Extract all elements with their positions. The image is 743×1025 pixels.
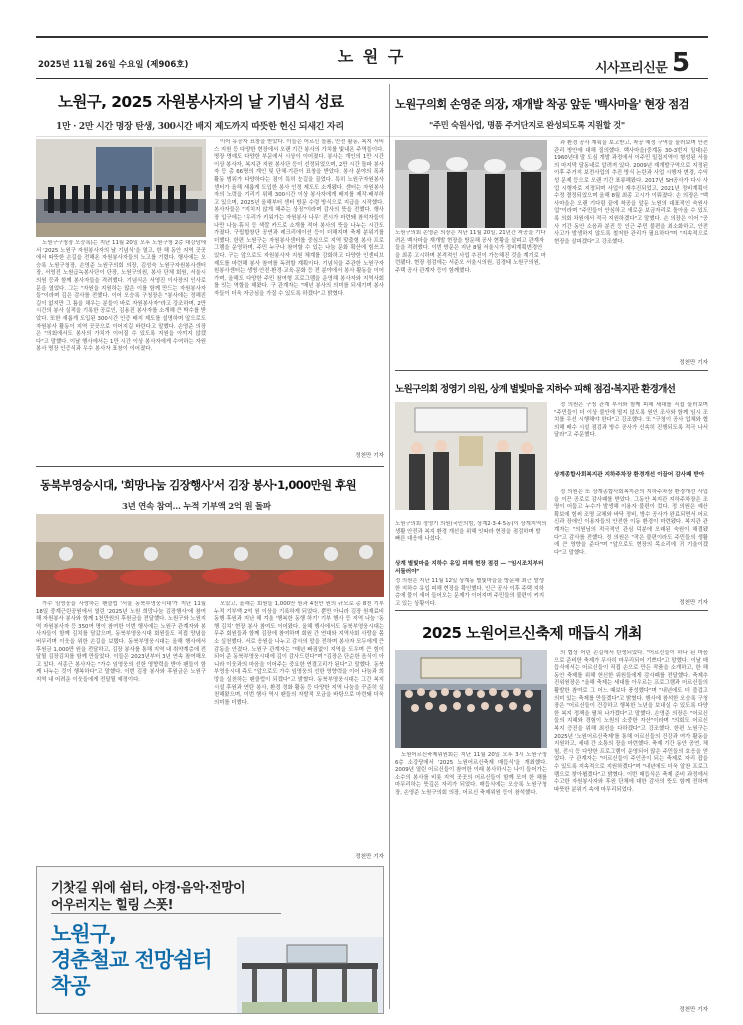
articleb1-caption: 노원구의회 손영준 의장은 지난 11월 20일, 21년간 착공을 기다려온 백사마을 재개발 현장을 방문해 공사 현황을 살피고 관계자들을 격려했다. 이번 방문은 지난 8월 서울시가 정비계획변경안을 최종 고시하며 본격적인 사업 추진이 가능해진 것을 계기로 마련됐다. 현장 점검에는 서준오 서울시의원, 김경태 노원구의원, 주택 공사 관계자 등이 함께했다. — [395, 230, 546, 274]
articleb2-caption: 노원구의회 정영기 의원(국민의힘, 상계2·3·4·5동)이 상계지역의 생활 안전과 복지 환경 개선을 위해 잇따라 현장을 점검하며 발 빠른 대응에 나섰다. — [395, 521, 547, 543]
article1-body-col1 — [36, 240, 206, 458]
articleb2-subhead1: 상계 별빛마을 지하수 유입 피해 현장 점검 — "임시조치부터 서둘러야" — [395, 561, 544, 575]
articleb1-photo — [395, 140, 547, 228]
articleb1-body-text: 과 환경 공사 계획을 보고받고, 착공 예정 구역을 둘러보며 안전 관리 방안에 대해 질의했다. 백사마을(중계동 30-3번지 일대)은 1960년대 말 도심 개발 과정에서 이주민 밀집지역이 형성된 서울의 마지막 달동네로 알려져 있다. 2009년 재개발구역으로 지정된 이후 주거지 보전사업의 추진 방식 논란과 사업 시행자 변경, 수익성 문제 등으로 오랜 기간 표류해왔다. 2017년 SH공사가 다시 사업 시행자로 지정되며 사업이 재추진되었고, 2021년 정비계획이 수정 결정되었으며 올해 8월 최종 고시가 이뤄졌다. 손 의장은 "백사마을은 오랜 기다림 끝에 착공을 앞둔 노원의 대표적인 숙원사업"이라며 "주민들이 안심하고 새로운 보금자리로 돌아올 수 있도록 의회 차원에서 적극 지원하겠다"고 말했다. 손 의장은 이어 "공사 기간 동안 소음과 분진 등 인근 주민 불편을 최소화하고, 안전사고가 발생하지 않도록 철저한 관리가 필요하다"며 "지속적으로 현장을 살피겠다"고 강조했다. — [554, 140, 708, 245]
articleb3-body-text: 의 협상 어린 손길에서 탄생되었다. "어르신들이 하나 된 마음으로 준비한 축제가 무사히 마무리되어 기쁘다"고 말했다. 이날 매듭식에서는 어르신들이 직접 손으로 만든 작품을 소개하고, 한 해 동안 축제를 위해 헌신한 위원들에게 감사패를 전달했다. 축제추진위원장은 "올해 축제는 세대를 아우르는 프로그램과 어르신들의 활발한 참여로 그 어느 때보다 풍성했다"며 "내년에도 더 즐겁고 의미 있는 축제를 만들겠다"고 밝혔다. 행사에 참석한 오승록 구청장은 "어르신들이 건강하고 행복한 노년을 보내실 수 있도록 다양한 복지 정책을 펼쳐 나가겠다"고 말했다. 손영준 의장은 "어르신들의 지혜와 경험이 노원의 소중한 자산"이라며 "의회도 어르신 복지 증진을 위해 최선을 다하겠다"고 강조했다. 한편 노원구는 2025년 '노원어르신축제'를 통해 어르신들의 건강과 여가 활동을 지원하고, 세대 간 소통의 장을 마련했다. 축제 기간 동안 공연, 체험, 전시 등 다양한 프로그램이 운영되어 많은 주민들의 호응을 얻었다. 구 관계자는 "어르신들이 주인공이 되는 축제로 자리 잡을 수 있도록 지속적으로 지원하겠다"며 "내년에도 더욱 알찬 프로그램으로 찾아뵙겠다"고 밝혔다. 이번 매듭식은 축제 준비 과정에서 수고한 자원봉사자와 후원 단체에 대한 감사의 뜻도 함께 전하며 따뜻한 분위기 속에 마무리되었다. — [554, 650, 708, 793]
ad-tagline-2: 어우러지는 힐링 스폿! — [51, 898, 174, 913]
articleb2-body-text2: 정 의원은 또 상계종합사회복지관의 지하주차장 환경개선 사업을 이끈 공로로 감사패를 받았다. 그동안 복지관 지하주차장은 조명이 어둡고 누수가 발생해 이용자 불편이 컸다. 정 의원은 예산 확보에 힘써 조명 교체와 바닥 정비, 방수 공사가 완료되면서 어르신과 장애인 이용자들의 안전한 이동 환경이 마련됐다. 복지관 관계자는 "의원님의 적극적인 관심 덕분에 오래된 숙원이 해결됐다"고 감사를 전했다. 정 의원은 "작은 불편이라도 주민들의 생활에 큰 영향을 준다"며 "앞으로도 현장의 목소리에 귀 기울이겠다"고 말했다. — [554, 489, 708, 556]
articleb3-caption: 노원어르신축제위원회는 지난 11월 20일 오후 3시 노원구청 6층 소강당에서 '2025 노원어르신축제 매듭식'을 개최했다. 2009년 열린 어르신들이 참여한 이래 봉사하시는 나이 들어가는 소수의 봉사를 비롯 지역 곳곳의 어르신들이 함께 모여 한 해를 마무리하는 뜻깊은 자리가 되었다. 매듭식에는 오승록 노원구청장, 손영준 노원구의회 의장, 어르신 축제위원 등이 참석했다. — [395, 752, 547, 796]
article2-headline: 동북부영승시대, '희망나눔 김장행사'서 김장 봉사·1,000만원 후원 — [40, 478, 356, 492]
newspaper-brand: 시사프리신문 — [595, 61, 668, 76]
advertisement — [36, 866, 384, 1014]
articleb1-photo-graphic — [395, 140, 547, 228]
article2-body-col2 — [214, 601, 384, 849]
header-bottom-rule — [36, 78, 708, 79]
articleb2-body-col1 — [554, 402, 708, 470]
article1-byline: 정천만 기자 — [355, 453, 384, 459]
articleb1-headline: 노원구의회 손영준 의장, 재개발 착공 앞둔 '백사마을' 현장 점검 — [395, 98, 689, 111]
center-column-rule — [389, 84, 390, 1009]
articleb2-subhead2: 상계종합사회복지관 지하주차장 환경개선 이끌어 감사패 받아 — [554, 472, 705, 478]
article1-photo — [36, 139, 206, 237]
articleb3-caption-col — [395, 752, 547, 1010]
articleb3-body-col — [554, 650, 708, 1002]
articleb3-headline: 2025 노원어르신축제 매듭식 개최 — [422, 624, 642, 642]
articleb2-headline: 노원구의회 정영기 의원, 상계 별빛마을 지하수 피해 점검·복지관 환경개선 — [395, 384, 676, 395]
articleb2-photo-graphic — [395, 402, 547, 510]
page-number: 5 — [672, 48, 691, 78]
articleb3-byline: 정천만 기자 — [679, 1007, 708, 1013]
issue-date: 2025년 11월 26일 수요일 (제906호) — [38, 60, 189, 70]
articleb2-caption2: 정 의원은 지난 11월 12일 상계동 별빛마을을 방문해 최근 발생한 지하수 유입 피해 현장을 확인했다. 인근 공사 이후 주택 지하층에 물이 새어 들어오는 문제가 이어지며 주민들의 불편이 커지고 있는 상황이다. — [395, 578, 545, 607]
ad-tagline-1: 기찻길 위에 쉼터, 야경·음악·전망이 — [51, 881, 246, 896]
ad-title-3: 착공 — [51, 974, 90, 998]
divider-left-1 — [36, 466, 384, 467]
articleb2-body-col2 — [554, 489, 708, 595]
article1-body-text1: 노원구구청장 오승록)는 지난 11월 20일 오후 노원구청 2층 대강당에서 '2025 노원구 자원봉사자의 날 기념식'을 열고, 한 해 동안 지역 곳곳에서 따뜻한 손길을 전해온 자원봉사자들의 노고를 기렸다. 행사에는 오승록 노원구청장, 손영준 노원구의회 의장, 김성숙 노원구자원봉사센터장, 서영진 노원급녹봉사단이 단장, 노원구의원, 봉사 단체 회원, 서울시의원 등과 함께 봉사자들을 격려했다. 기념식은 서영진 이사장의 인사로 문을 열었다. 그는 "자원을 지원하는 많은 이를 함께 만드는 자원봉사자들"이라며 깊은 감사를 전했다. 이어 오승록 구청장은 "봉사에는 정해진 길이 없지만 그 틈을 채우는 분들이 바로 자원봉사자"라고 강조하며, 2만 시간의 봉사 실적을 기록한 공로인, 김용진 봉사자를 소개해 큰 박수를 받았다. 또한 새롭게 도입된 300시간 인증 배지 제도를 설명하며 앞으로도 자원봉사 활동이 지역 곳곳으로 이어지길 바란다고 말했다. 손영준 의장은 "의회에서도 봉사의 가치가 이어질 수 있도록 지원을 아끼지 않겠다"고 말했다. 이날 행사에서는 1만 시간 이상 봉사자에게 수여하는 자원봉사 명장 인증식과 우수 봉사자 표창이 이어졌다. — [36, 240, 206, 353]
article2-photo-graphic — [36, 514, 384, 597]
articleb2-body-text: 정 의원은 구청 관계 부서와 함께 피해 세대를 직접 둘러보며 "주민들이 더 이상 불안에 떨지 않도록 원인 조사와 함께 임시 조치를 우선 시행해야 한다"고 강조했다. 또 "구청이 공사 업체와 협의해 배수 시설 점검과 방수 공사가 신속히 진행되도록 적극 나서 달라"고 주문했다. — [554, 402, 708, 439]
article1-body-col2 — [214, 139, 384, 448]
articleb1-byline: 정천만 기자 — [679, 360, 708, 366]
header-top-rule — [36, 36, 708, 38]
article2-body-text2: 모았고, 올해는 회원들 1,000만 원과 4천만 원의 규모로 총 8천 기부 누적 기부액 2억 원 이상을 기록하게 되었다. 뿐만 아니라 김장 원재료비 동행 후원과 지난 해 겨울 '행복한 동행 하기' 기부 행사 등 지역 나눔 '동행 김치' 현장 봉사 참여도 이어왔다. 올해 행사에서도 동북부영웅시대는 무주 회원들과 함께 김장에 참여하며 회원 간 연대와 지역사회 사랑을 몸소 실천했다. 서로 응원을 나누고 감사의 말을 전하며 봉사자 모두에게 큰 감동을 안겼다. 노원구 관계자는 "매년 빠짐없이 지역을 도우며 큰 힘이 되어 준 동북부영웅시대에 깊이 감사드린다"며 "김장은 단순한 음식이 아니라 이웃과의 마음을 이어주는 중요한 연결고리가 된다"고 말했다. 동북부영웅시대 측도 "앞으로도 가수 임영웅의 선한 영향력을 이어 나눔과 희망을 실천하는 팬클럽이 되겠다"고 밝혔다. 동북부영웅시대는 그간 복지시설 후원과 연탄 봉사, 환경 정화 활동 등 다양한 지역 나눔을 꾸준히 실천해왔으며, 이번 행사 역시 팬들의 자발적 모금을 바탕으로 마련돼 더욱 의미를 더했다. — [214, 601, 384, 706]
articleb3-photo — [395, 650, 547, 748]
article2-byline: 정천만 기자 — [355, 854, 384, 860]
article1-body-text2: 이어 유공자 표창을 받았다. 이들은 어르신 돌봄, 안전 활동, 복지 서비스 지원 등 다양한 현장에서 오랜 기간 봉사의 가치를 빛내온 주역들이다. 명장 명예도 다양한 부문에서 시상이 이어졌다. 봉사는 개인의 1만 시간 이상 봉사자, 복지관 지원 봉사단 등이 선정되었으며, 2만 시간 돌파 봉사자 등 총 66명의 개인 및 단체·기관이 표창을 받았다. 봉사 분야의 폭과 활동 범위가 다양하다는 점이 특히 눈길을 끌었다. 특히 노원구자원봉사센터가 올해 새롭게 도입한 봉사 인정 제도도 소개됐다. 센터는 자원봉사자의 노력을 기리기 위해 300시간 이상 봉사자에게 배지를 제작·배부하고 있으며, 2025년 올해부터 센터 방문 수령 방식으로 지급을 시작했다. 봉사자들은 "지치지 않게 해주는 상징"이라며 감사의 뜻을 전했다. 행사장 입구에는 '우리가 키워가는 자원봉사 나무' 전시가 마련돼 참석자들이 나만 나눔·휴식 등 색깔 카드로 소개를 적어 봉사의 뜻을 나누는 시간도 가졌다. 구립합창단 공연과 레크리에이션 등이 더해지며 축제 분위기를 더했다. 한편 노원구는 자원봉사센터를 중심으로 지역 맞춤형 봉사 프로그램을 운영하며, 주민 누구나 참여할 수 있는 나눔 문화 확산에 힘쓰고 있다. 구는 앞으로도 자원봉사자 지원 체계를 강화하고 다양한 인센티브 제도를 마련해 봉사 참여를 독려할 계획이다. 기념식을 주관한 노원구자원봉사센터는 생명·안전·환경·교육·문화 등 전 분야에서 봉사 활동을 이어가며, 올해도 다양한 주민 참여형 프로그램을 운영해 봉사자와 지역사회를 잇는 역할을 해왔다. 구 관계자는 "매년 봉사의 의미를 되새기며 봉사자들이 더욱 자긍심을 가질 수 있도록 하겠다"고 밝혔다. — [214, 139, 384, 297]
ad-title-1: 노원구, — [51, 922, 116, 946]
articleb2-photo — [395, 402, 547, 510]
articleb3-photo-graphic — [395, 650, 547, 748]
articleb1-subheadline: "주민 숙원사업, 명품 주거단지로 완성되도록 지원할 것" — [429, 120, 625, 130]
articleb1-body-col — [554, 140, 708, 376]
article1-photo-graphic — [36, 139, 206, 237]
ad-title-2: 경춘철교 전망쉼터 — [51, 948, 212, 972]
article2-photo — [36, 514, 384, 597]
section-title: 노 원 구 — [337, 47, 406, 66]
divider-right-2 — [395, 610, 708, 611]
article2-body-col1 — [36, 601, 206, 857]
article1-headline: 노원구, 2025 자원봉사자의 날 기념식 성료 — [58, 93, 344, 111]
divider-right-1 — [395, 370, 708, 371]
article2-subheadline: 3년 연속 참여… 누적 기부액 2억 원 돌파 — [122, 502, 271, 512]
articleb2-byline: 정천만 기자 — [679, 600, 708, 606]
article2-body-text1: 가수 임영웅을 사랑하는 팬클럽 '서울 동북부영웅시대'가 지난 11월 18일 중계근린공원에서 열린 '2025년 노원 희망나눔 김장행사'에 참여해 자원봉사 봉사와 함께 1천만원의 후원금을 전달했다. 노원구와 노원지역 자원봉사자 등 350여 명이 참여한 이번 행사에는 노원구 관계자와 봉사자들이 함께 김치를 담갔으며, 동북부영웅시대 회원들도 직접 양념을 버무리며 이웃을 위한 손길을 보탰다. 동북부영웅시대는 올해 행사에서 후원금 1,000만 원을 전달하고, 김장 봉사를 통해 지역 내 취약계층에 전달될 김장김치를 함께 만들었다. 이들은 2023년부터 3년 연속 참여해오고 있다. 서종근 봉사자는 "가수 임영웅의 선한 영향력을 받아 팬들이 함께 나누는 것이 행복하다"고 말했다. 이번 김장 봉사와 후원금은 노원구 지역 내 어려운 이웃들에게 전달될 예정이다. — [36, 601, 206, 683]
article1-subheadline: 1만 · 2만 시간 명장 탄생, 300시간 배지 제도까지 따뜻한 헌신 되새긴 자리 — [56, 122, 344, 132]
ad-divider — [51, 913, 281, 914]
article1-rule — [36, 136, 708, 137]
